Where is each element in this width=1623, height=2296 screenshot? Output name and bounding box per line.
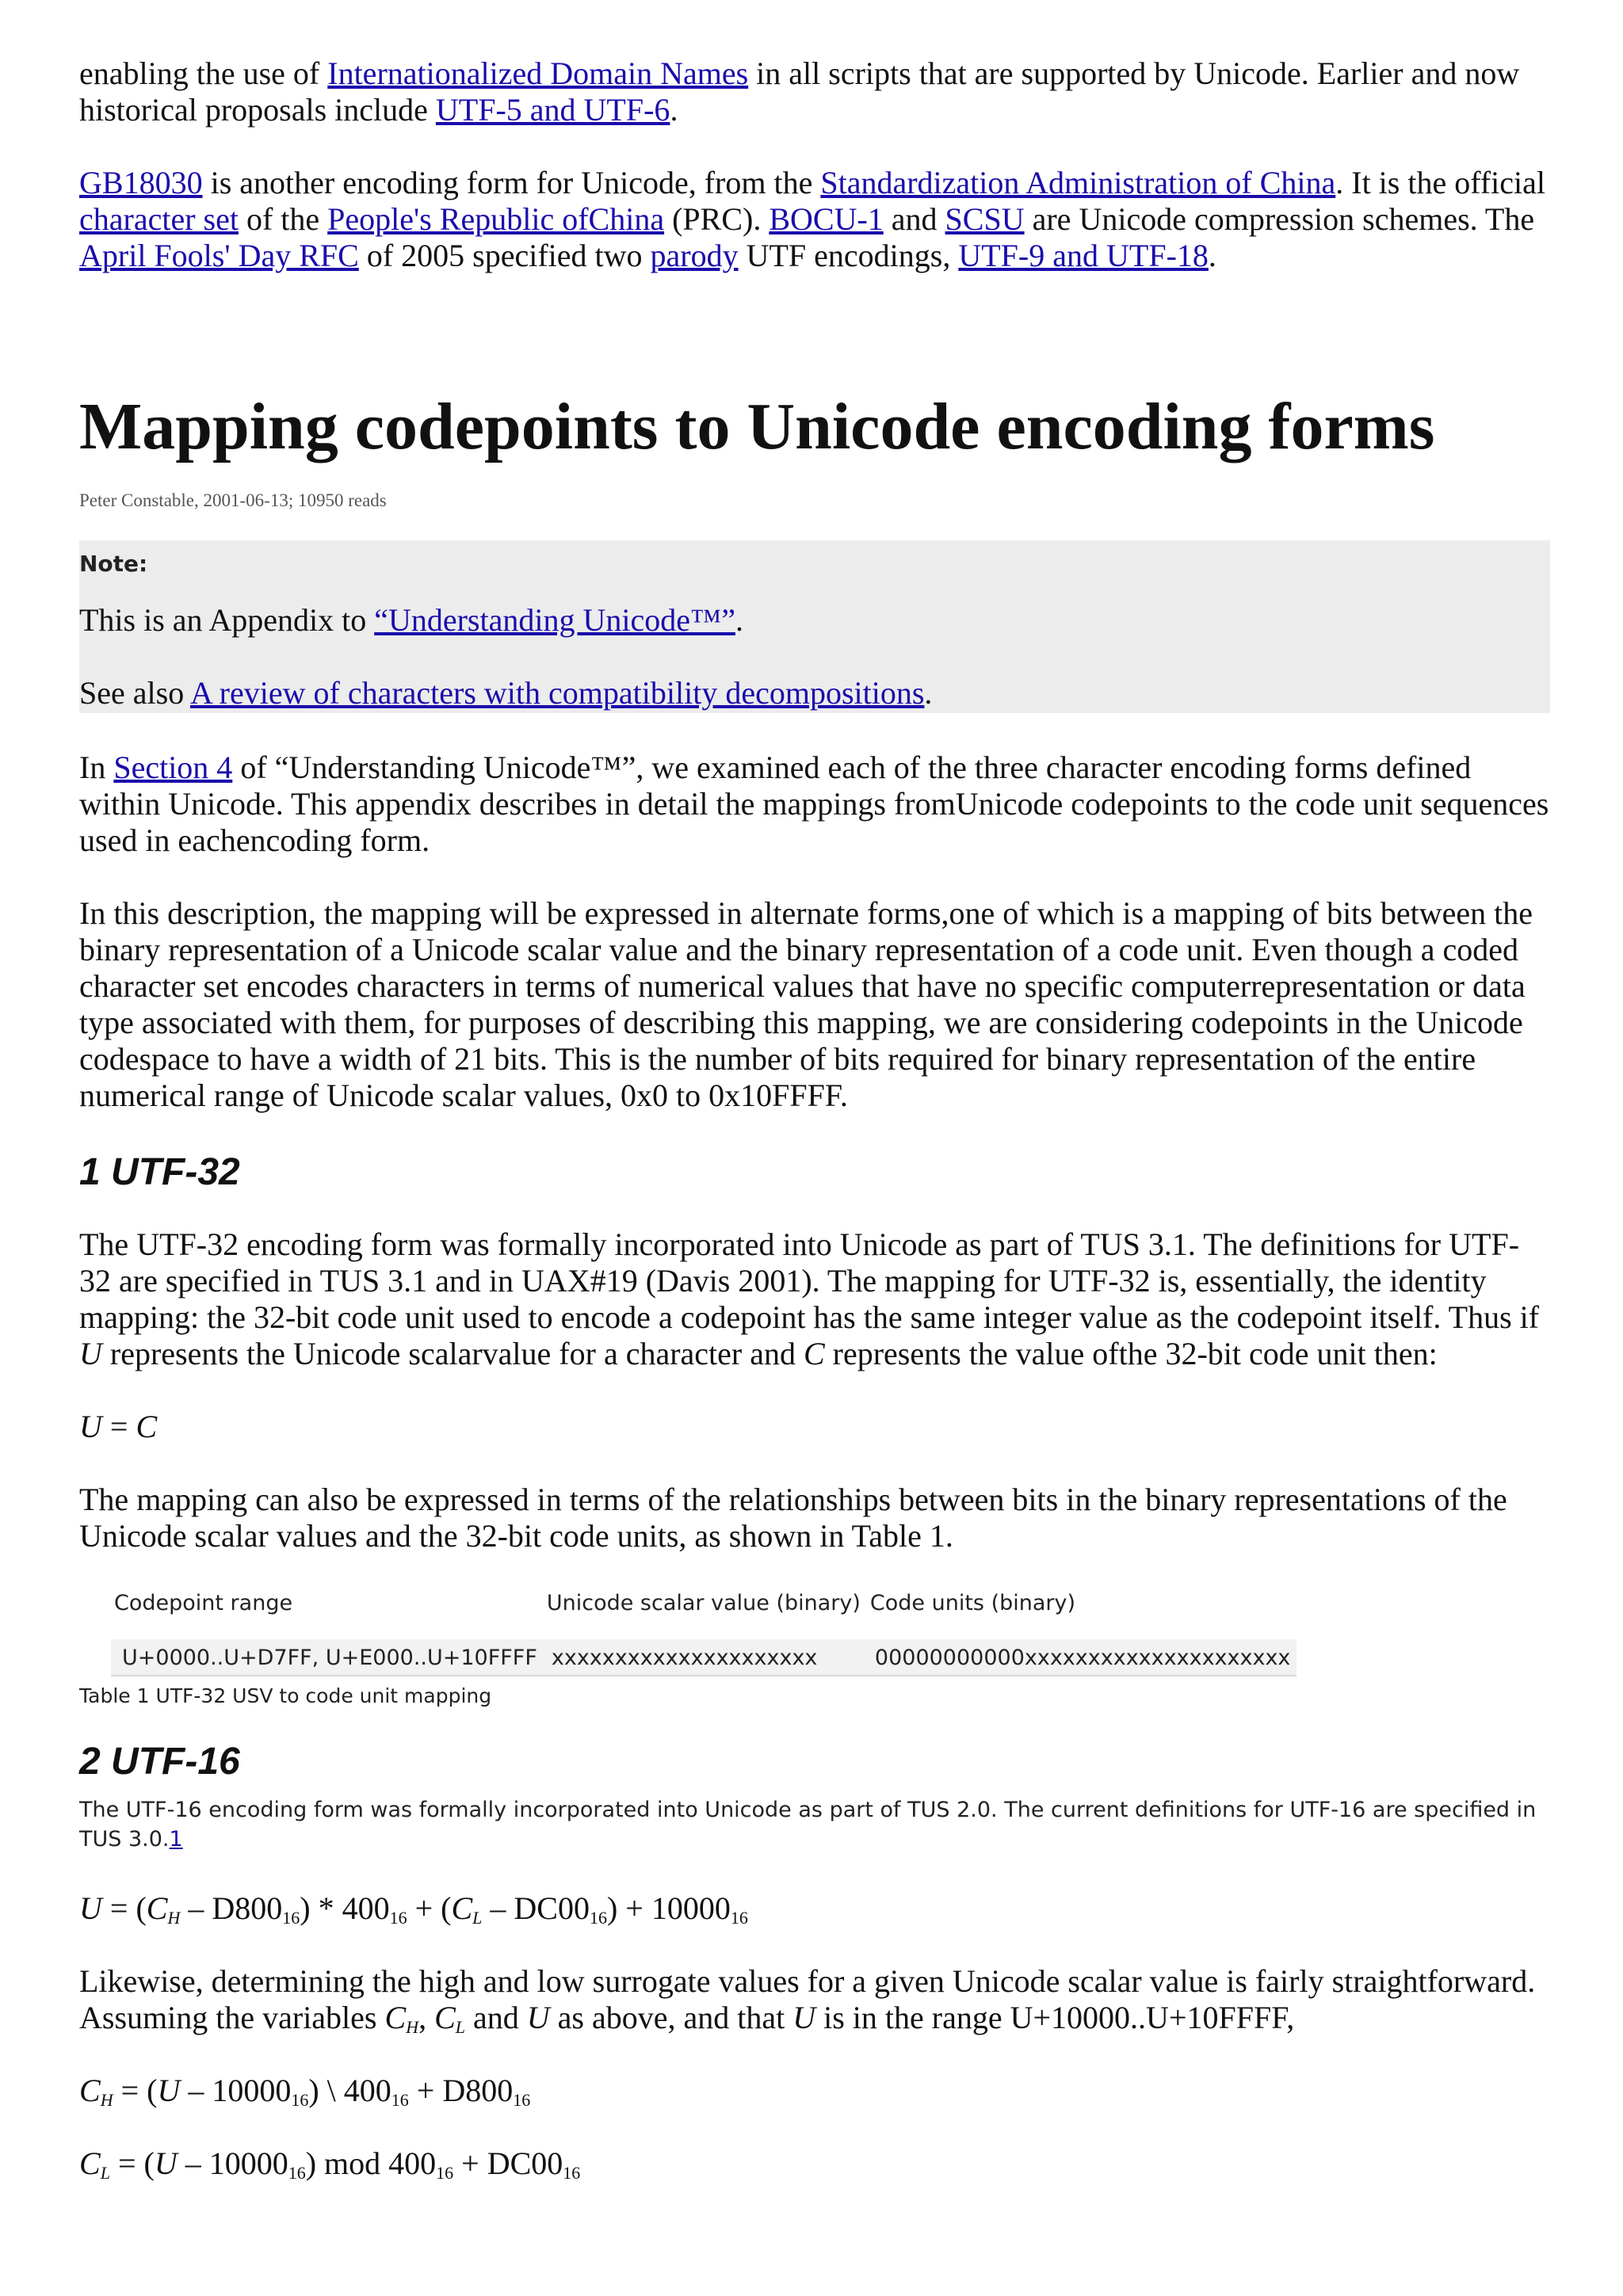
article-title: Mapping codepoints to Unicode encoding forms [79,390,1435,463]
utf16-paragraph-2: Likewise, determining the high and low surrogate values for a given Unicode scalar value is fairly straightforward. Assuming the variables $C_H$, $C_L$ and U as above, and that U is in the range U+10000..U+10FFFF, [79,1963,1536,2037]
link-scsu[interactable]: SCSU [945,201,1025,237]
document-page [79,55,1550,2182]
link-section-4[interactable]: Section 4 [113,749,233,785]
table-cell: xxxxxxxxxxxxxxxxxxxxx [544,1639,867,1676]
formula-utf32-identity: U = C [79,1409,158,1444]
link-april-fools-rfc[interactable]: April Fools' Day RFC [79,238,359,273]
table-header: Codepoint range [114,1591,293,1615]
utf32-paragraph-2: The mapping can also be expressed in terms of the relationships between bits in the binary representations of the Unicode scalar values and the 32-bit code units, as shown in Table 1. [79,1482,1507,1554]
note-line-appendix: This is an Appendix to “Understanding Unicode™”. [79,602,743,638]
formula-high-surrogate: $C_H = (U - 10000_{16})$ \ $400_{16} + D800_{16}$ [79,2073,531,2110]
link-internationalized-domain-names[interactable]: Internationalized Domain Names [327,55,749,91]
table-header: Unicode scalar value (binary) [546,1591,861,1615]
table-header-row [111,1591,1296,1639]
intro-paragraph-2: GB18030 is another encoding form for Unicode, from the Standardization Administration of China. It is the official character set of the People's Republic ofChina (PRC). BOCU-1 and SCSU are Unicode compression schemes. The April Fools' Day RFC of 2005 specified two parody UTF encodings, UTF-9 and UTF-18. [79,165,1545,273]
link-parody[interactable]: parody [650,238,739,273]
link-utf9-utf18[interactable]: UTF-9 and UTF-18 [958,238,1209,273]
table-cell: U+0000..U+D7FF, U+E000..U+10FFFF [111,1639,544,1676]
link-bocu1[interactable]: BOCU-1 [769,201,884,237]
heading-utf32: 1 UTF-32 [79,1151,240,1193]
formula-utf16-to-usv: $U = (C_H - D800_{16}) * 400_{16} + (C_L - DC00_{16}) + 10000_{16}$ [79,1890,748,1928]
note-box [79,540,1550,713]
table-caption: Table 1 UTF-32 USV to code unit mapping [79,1684,492,1707]
table-header: Code units (binary) [869,1591,1076,1615]
article-paragraph-2: In this description, the mapping will be expressed in alternate forms,one of which is a mapping of bits between the binary representation of a Unicode scalar value and the binary representation of a code unit. Even though a coded character set encodes characters in terms of numerical values that have no specific computerrepresentation or data type associated with them, for purposes of describing this mapping, we are considering codepoints in the Unicode codespace to have a width of 21 bits. This is the number of bits required for binary representation of the entire numerical range of Unicode scalar values, 0x0 to 0x10FFFF. [79,895,1533,1113]
note-label: Note: [79,551,148,577]
formula-low-surrogate: $C_L = (U - 10000_{16})$ mod $400_{16} + DC00_{16}$ [79,2145,581,2183]
heading-utf16: 2 UTF-16 [79,1741,240,1783]
table-cell: 00000000000xxxxxxxxxxxxxxxxxxxxx [867,1639,1297,1676]
link-prc[interactable]: People's Republic ofChina [327,201,665,237]
article-byline: Peter Constable, 2001-06-13; 10950 reads [79,490,387,510]
link-gb18030[interactable]: GB18030 [79,165,203,200]
table-row [111,1639,1296,1676]
note-line-see-also: See also A review of characters with compatibility decompositions. [79,675,933,711]
intro-paragraph-1: enabling the use of Internationalized Domain Names in all scripts that are supported by Unicode. Earlier and now historical proposals include UTF-5 and UTF-6. [79,55,1520,128]
link-understanding-unicode[interactable]: “Understanding Unicode™” [374,602,735,638]
link-standardization-administration[interactable]: Standardization Administration of China [820,165,1336,200]
link-utf5-utf6[interactable]: UTF-5 and UTF-6 [435,92,670,128]
link-footnote-1[interactable]: 1 [169,1827,183,1852]
utf16-intro: The UTF-16 encoding form was formally incorporated into Unicode as part of TUS 2.0. The current definitions for UTF-16 are specified in TUS 3.0.1 [79,1798,1537,1852]
utf32-paragraph-1: The UTF-32 encoding form was formally incorporated into Unicode as part of TUS 3.1. The definitions for UTF-32 are specified in TUS 3.1 and in UAX#19 (Davis 2001). The mapping for UTF-32 is, essentially, the identity mapping: the 32-bit code unit used to encode a codepoint has the same integer value as the codepoint itself. Thus if U represents the Unicode scalarvalue for a character and C represents the value ofthe 32-bit code unit then: [79,1226,1540,1371]
link-character-set[interactable]: character set [79,201,239,237]
article-paragraph-1: In Section 4 of “Understanding Unicode™”, we examined each of the three character encoding forms defined within Unicode. This appendix describes in detail the mappings fromUnicode codepoints to the code unit sequences used in eachencoding form. [79,749,1549,858]
utf32-mapping-table [111,1591,1296,1676]
link-compatibility-decompositions[interactable]: A review of characters with compatibility decompositions [189,675,925,711]
